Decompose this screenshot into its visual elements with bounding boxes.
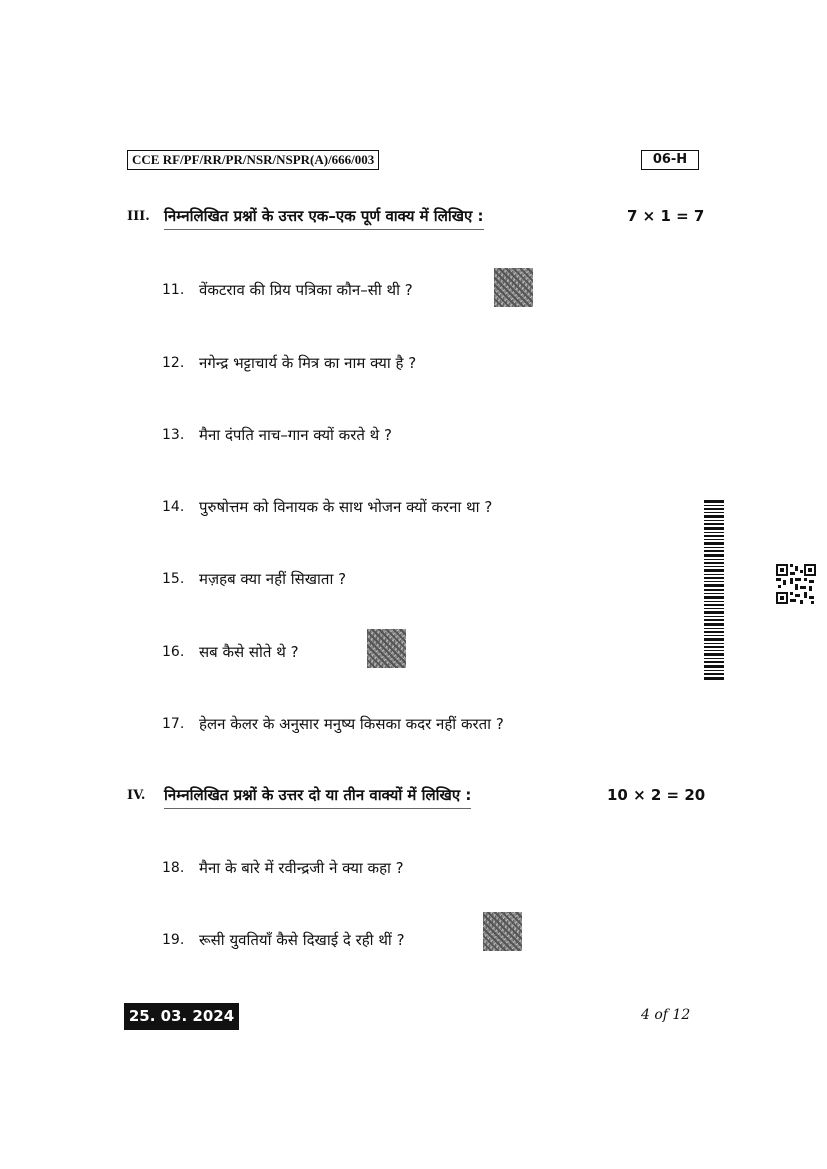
question-text: सब कैसे सोते थे ?: [199, 643, 299, 661]
question-number: 14.: [162, 499, 185, 515]
section-number: IV.: [127, 788, 146, 803]
exam-date-badge: 25. 03. 2024: [124, 1003, 239, 1030]
question-number: 19.: [162, 932, 185, 948]
qr-code-icon: [776, 564, 816, 604]
question-text: वेंकटराव की प्रिय पत्रिका कौन–सी थी ?: [199, 281, 413, 299]
section-title: निम्नलिखित प्रश्नों के उत्तर एक–एक पूर्ण वाक्य में लिखिए :: [164, 206, 484, 230]
qr-noise-image: [483, 912, 522, 951]
page-number: 4 of 12: [641, 1007, 691, 1023]
barcode-icon: [704, 500, 724, 680]
section-title: निम्नलिखित प्रश्नों के उत्तर दो या तीन वाक्यों में लिखिए :: [164, 785, 471, 809]
paper-code: CCE RF/PF/RR/PR/NSR/NSPR(A)/666/003: [127, 150, 379, 170]
question-number: 11.: [162, 282, 185, 298]
qr-noise-image: [367, 629, 406, 668]
question-number: 16.: [162, 644, 185, 660]
question-number: 15.: [162, 571, 185, 587]
question-text: मैना दंपति नाच–गान क्यों करते थे ?: [199, 426, 392, 444]
question-text: पुरुषोत्तम को विनायक के साथ भोजन क्यों करना था ?: [199, 498, 493, 516]
question-number: 13.: [162, 427, 185, 443]
section-marks: 10 × 2 = 20: [607, 786, 706, 804]
section-marks: 7 × 1 = 7: [627, 207, 705, 225]
question-text: हेलन केलर के अनुसार मनुष्य किसका कदर नहीं करता ?: [199, 715, 504, 733]
section-number: III.: [127, 209, 150, 224]
subject-code: 06-H: [641, 150, 699, 170]
question-text: रूसी युवतियाँ कैसे दिखाई दे रही थीं ?: [199, 931, 405, 949]
question-number: 18.: [162, 860, 185, 876]
question-text: मैना के बारे में रवीन्द्रजी ने क्या कहा ?: [199, 859, 404, 877]
question-number: 17.: [162, 716, 185, 732]
qr-noise-image: [494, 268, 533, 307]
question-text: नगेन्द्र भट्टाचार्य के मित्र का नाम क्या है ?: [199, 354, 417, 372]
question-number: 12.: [162, 355, 185, 371]
question-text: मज़हब क्या नहीं सिखाता ?: [199, 570, 347, 588]
